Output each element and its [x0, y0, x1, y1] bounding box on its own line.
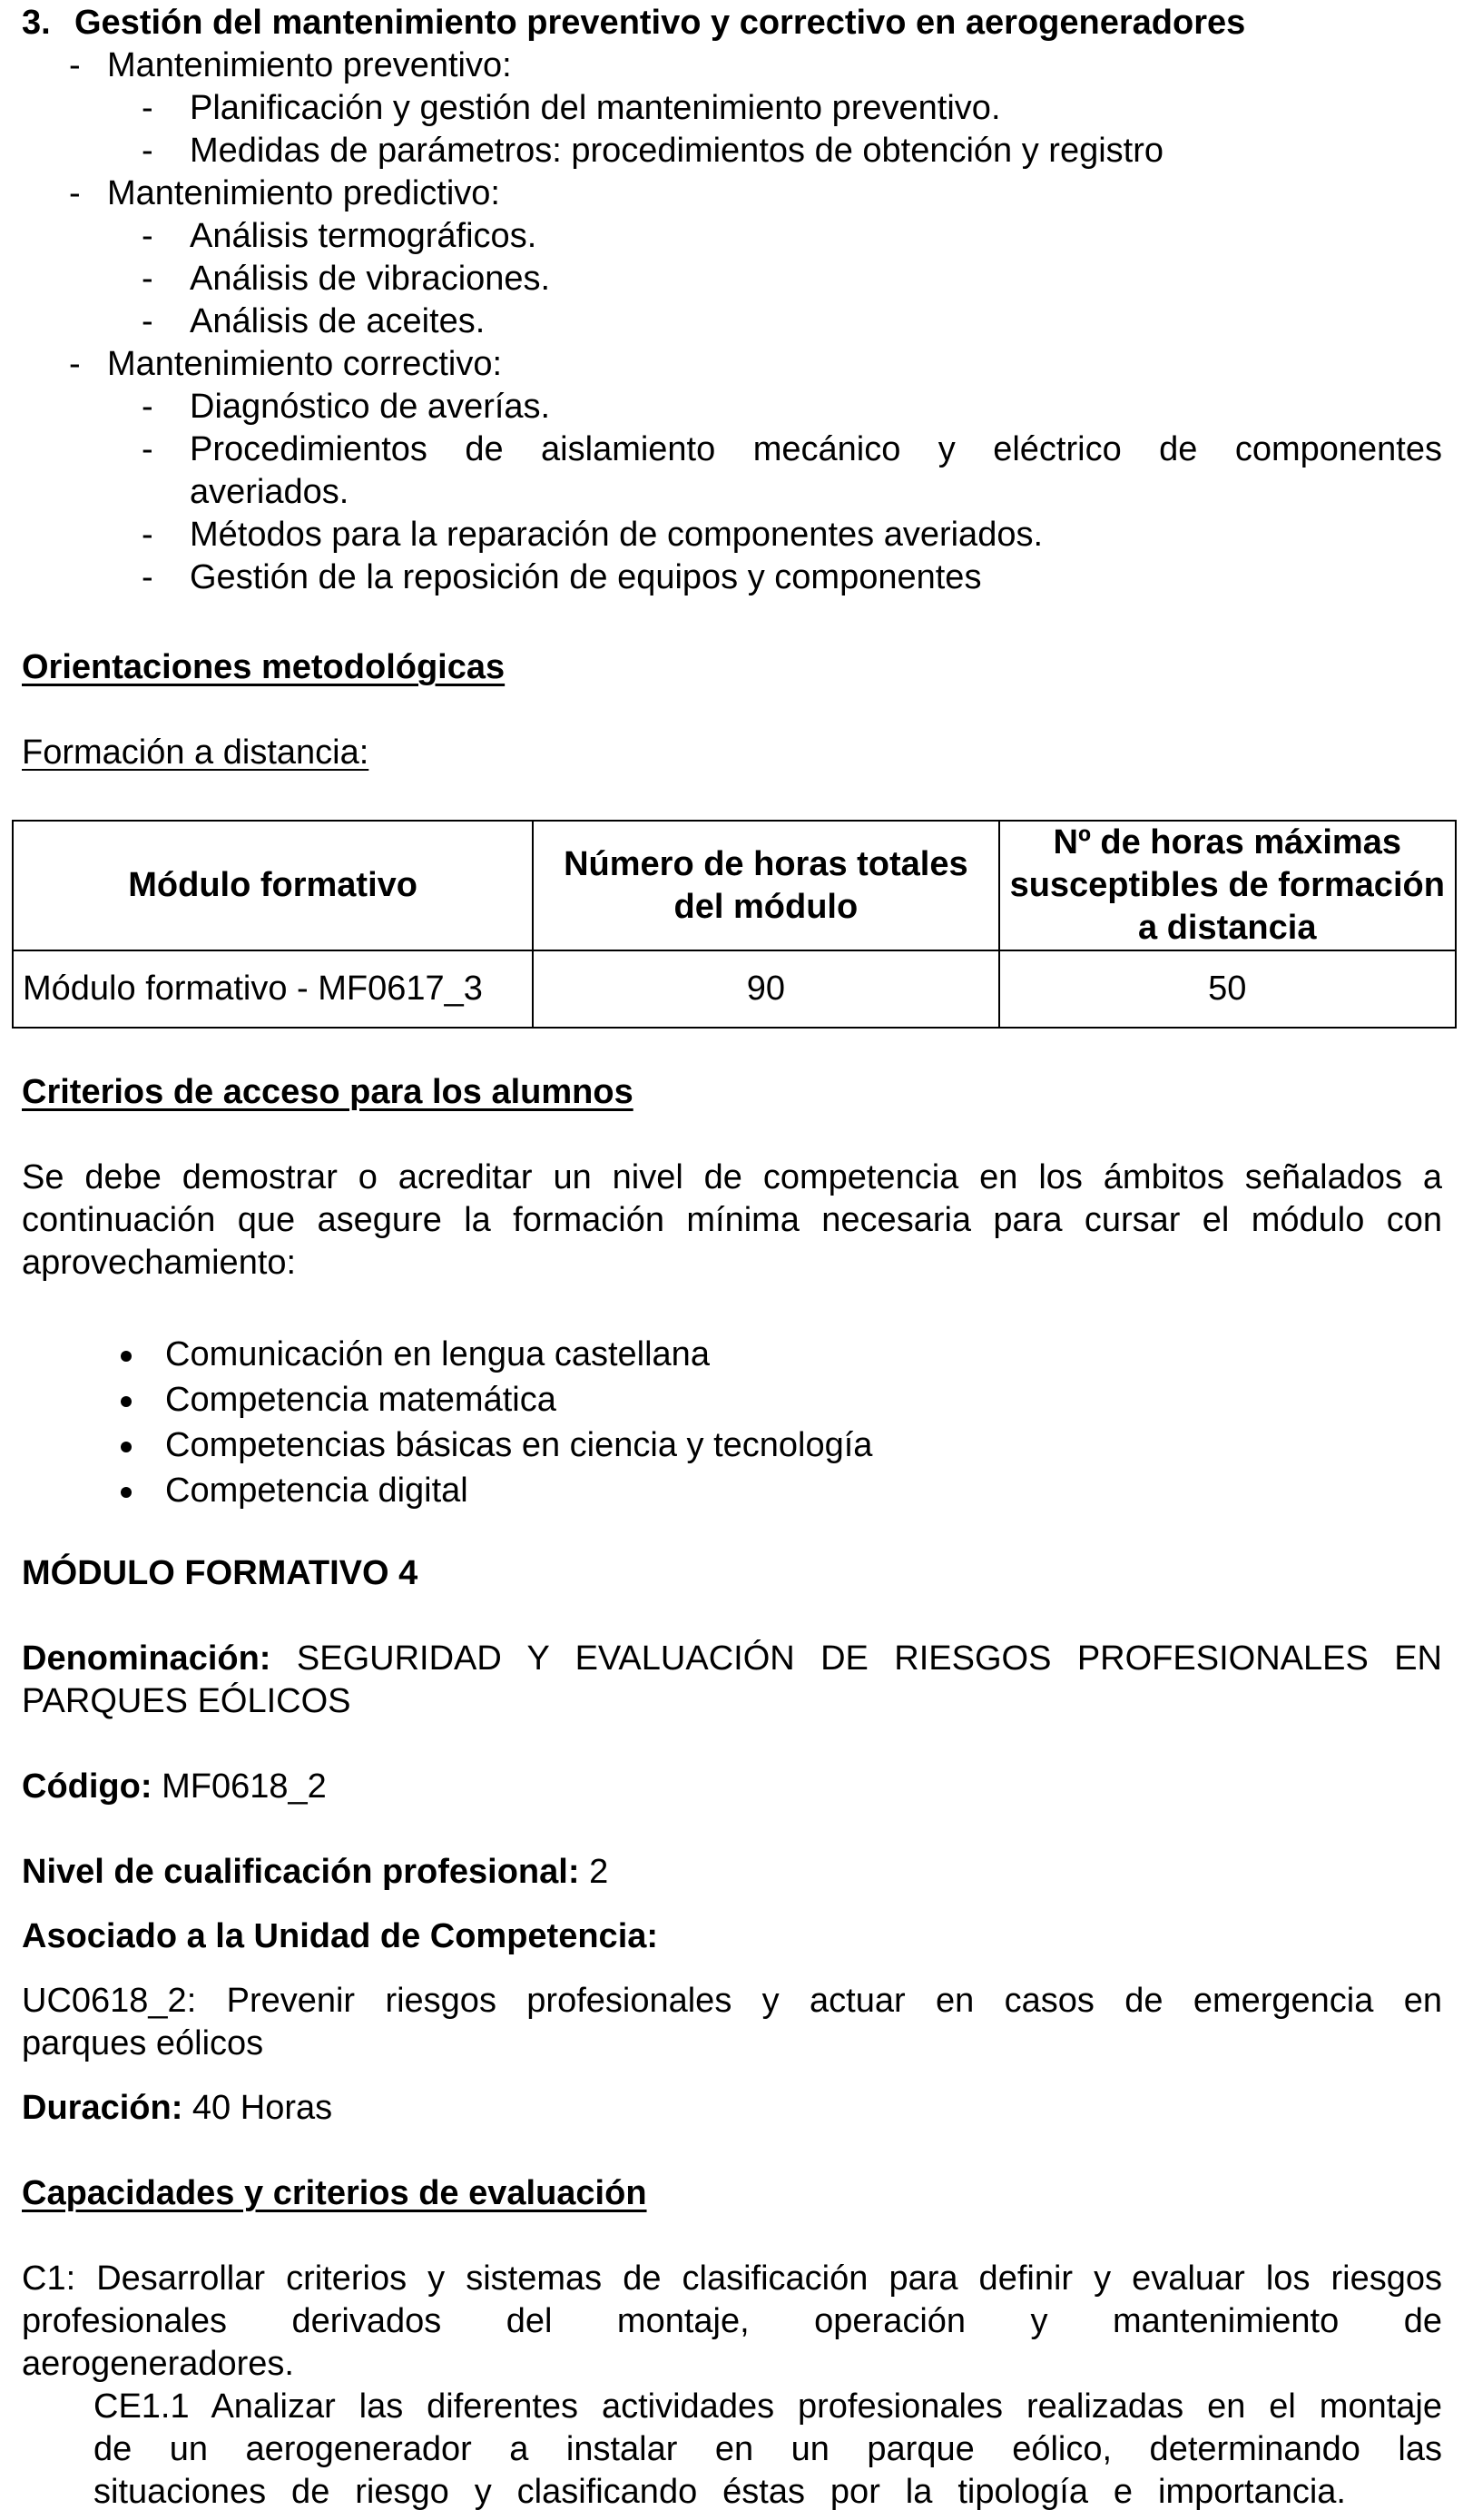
- uc-continuation: parques eólicos: [22, 2024, 264, 2062]
- asociado-label: Asociado a la Unidad de Competencia:: [22, 1917, 659, 1955]
- uc-line: UC0618_2: Prevenir riesgos profesionales y actuar en casos de emergencia en: [22, 1982, 1442, 2020]
- dash-marker: -: [142, 558, 153, 596]
- nivel-value: 2: [589, 1853, 609, 1891]
- c1-line: C1: Desarrollar criterios y sistemas de clasificación para definir y evaluar los riesgos: [22, 2259, 1442, 2298]
- list-item-continuation: averiados.: [190, 473, 349, 511]
- paragraph-line: continuación que asegure la formación mínima necesaria para cursar el módulo con: [22, 1201, 1442, 1239]
- section-heading: Criterios de acceso para los alumnos: [22, 1073, 633, 1111]
- group-label: Mantenimiento preventivo:: [107, 46, 512, 84]
- nivel-label: Nivel de cualificación profesional:: [22, 1853, 580, 1891]
- section-number: 3.: [22, 4, 51, 42]
- dash-marker: -: [69, 345, 81, 383]
- bullet-item: Competencia matemática: [165, 1381, 556, 1419]
- table-header-row: [13, 821, 1456, 950]
- denominacion-value: SEGURIDAD Y EVALUACIÓN DE RIESGOS PROFESIONALES EN: [296, 1639, 1442, 1678]
- paragraph-line: aprovechamiento:: [22, 1244, 297, 1282]
- ce-line: CE1.1 Analizar las diferentes actividades profesionales realizadas en el montaje: [93, 2387, 1442, 2426]
- table-cell: 90: [533, 950, 998, 1028]
- dash-marker: -: [69, 46, 81, 84]
- denominacion-label: Denominación:: [22, 1639, 271, 1678]
- bullet-dot: [121, 1487, 132, 1498]
- bullet-item: Comunicación en lengua castellana: [165, 1335, 710, 1373]
- table-header-cell: Número de horas totales del módulo: [533, 821, 998, 950]
- c1-line: aerogeneradores.: [22, 2345, 294, 2383]
- list-item: Métodos para la reparación de componentes averiados.: [190, 516, 1044, 554]
- dash-marker: -: [142, 260, 153, 298]
- table-cell: 50: [999, 950, 1457, 1028]
- group-label: Mantenimiento correctivo:: [107, 345, 503, 383]
- denominacion-line: [22, 1638, 1442, 1680]
- table-row: [13, 950, 1456, 1028]
- section-title: Gestión del mantenimiento preventivo y correctivo en aerogeneradores: [74, 4, 1246, 42]
- ce-line: situaciones de riesgo y clasificando éstas por la tipología e importancia.: [93, 2473, 1346, 2511]
- list-item: Análisis de aceites.: [190, 302, 486, 340]
- denominacion-continuation: PARQUES EÓLICOS: [22, 1682, 351, 1720]
- duracion-value: 40 Horas: [191, 2089, 333, 2127]
- bullet-dot: [121, 1351, 132, 1362]
- module-title: MÓDULO FORMATIVO 4: [22, 1554, 418, 1592]
- group-label: Mantenimiento predictivo:: [107, 174, 500, 212]
- codigo-value: MF0618_2: [162, 1767, 327, 1806]
- table-header-cell: Nº de horas máximas susceptibles de formación a distancia: [999, 821, 1457, 950]
- dash-marker: -: [142, 217, 153, 255]
- dash-marker: -: [142, 89, 153, 127]
- paragraph-line: Se debe demostrar o acreditar un nivel de competencia en los ámbitos señalados a: [22, 1158, 1442, 1196]
- list-item: Análisis de vibraciones.: [190, 260, 551, 298]
- subheading: Formación a distancia:: [22, 733, 369, 772]
- section-heading: Orientaciones metodológicas: [22, 648, 506, 686]
- bullet-dot: [121, 1396, 132, 1407]
- table-header-cell: Módulo formativo: [13, 821, 533, 950]
- dash-marker: -: [142, 302, 153, 340]
- ce-line: de un aerogenerador a instalar en un parque eólico, determinando las: [93, 2430, 1442, 2468]
- duracion-label: Duración:: [22, 2089, 183, 2127]
- list-item: Gestión de la reposición de equipos y componentes: [190, 558, 982, 596]
- section-heading: Capacidades y criterios de evaluación: [22, 2174, 647, 2212]
- list-item: Diagnóstico de averías.: [190, 388, 551, 426]
- codigo-label: Código:: [22, 1767, 152, 1806]
- list-item: Análisis termográficos.: [190, 217, 537, 255]
- bullet-dot: [121, 1442, 132, 1452]
- bullet-item: Competencia digital: [165, 1472, 468, 1510]
- nivel-line: [22, 1851, 608, 1894]
- dash-marker: -: [69, 174, 81, 212]
- codigo-line: [22, 1766, 327, 1808]
- dash-marker: -: [142, 430, 153, 468]
- table-cell: Módulo formativo - MF0617_3: [13, 950, 533, 1028]
- c1-line: profesionales derivados del montaje, operación y mantenimiento de: [22, 2302, 1442, 2340]
- duracion-line: [22, 2087, 332, 2130]
- dash-marker: -: [142, 132, 153, 170]
- hours-table: [12, 820, 1457, 1029]
- bullet-item: Competencias básicas en ciencia y tecnología: [165, 1426, 873, 1464]
- dash-marker: -: [142, 388, 153, 426]
- list-item: Procedimientos de aislamiento mecánico y eléctrico de componentes: [190, 430, 1442, 468]
- dash-marker: -: [142, 516, 153, 554]
- list-item: Planificación y gestión del mantenimiento preventivo.: [190, 89, 1001, 127]
- list-item: Medidas de parámetros: procedimientos de obtención y registro: [190, 132, 1164, 170]
